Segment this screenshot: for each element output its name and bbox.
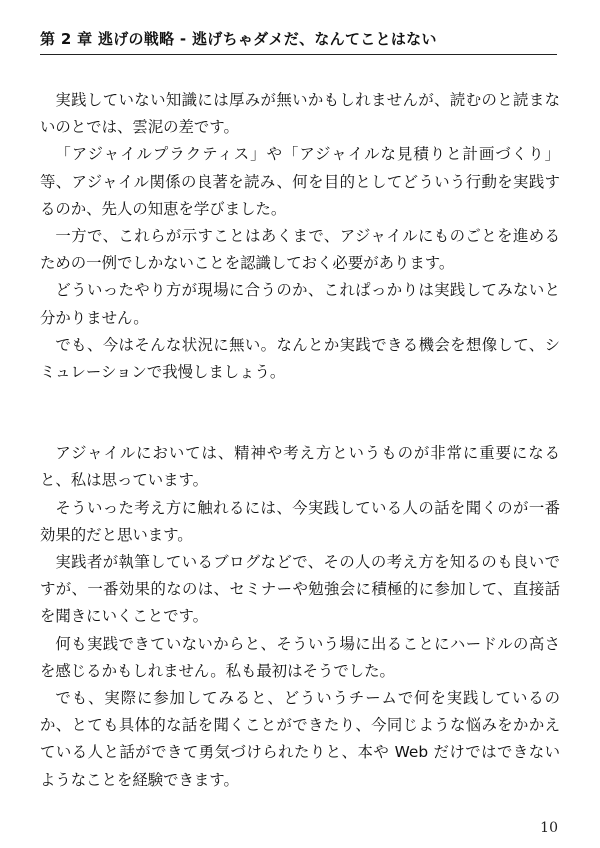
- paragraph: 実践者が執筆しているブログなどで、その人の考え方を知るのも良いですが、一番効果的なのは、セミナーや勉強会に積極的に参加して、直接話を聞きにいくことです。: [40, 553, 560, 626]
- paragraph: でも、実際に参加してみると、どういうチームで何を実践しているのか、とても具体的な話を聞くことができたり、今同じような悩みをかかえている人と話ができて勇気づけられたりと、本や Web だけではできないようなことを経験できます。: [40, 689, 560, 789]
- section-break: [40, 386, 560, 440]
- header-rule: [40, 54, 557, 55]
- paragraph: 何も実践できていないからと、そういう場に出ることにハードルの高さを感じるかもしれません。私も最初はそうでした。: [40, 634, 560, 680]
- paragraph: そういった考え方に触れるには、今実践している人の話を聞くのが一番効果的だと思います。: [40, 498, 560, 544]
- paragraph: でも、今はそんな状況に無い。なんとか実践できる機会を想像して、シミュレーションで我慢しましょう。: [40, 335, 560, 382]
- paragraph: どういったやり方が現場に合うのか、これぱっかりは実践してみないと分かりません。: [40, 281, 560, 327]
- paragraph: 実践していない知識には厚みが無いかもしれませんが、読むのと読まないのとでは、雲泥の差です。: [40, 91, 560, 137]
- chapter-header: 第 2 章 逃げの戦略 - 逃げちゃダメだ、なんてことはない: [40, 30, 437, 48]
- paragraph: 「アジャイルプラクティス」や「アジャイルな見積りと計画づくり」等、アジャイル関係の良著を読み、何を目的としてどういう行動を実践するのか、先人の知恵を学びました。: [40, 145, 560, 218]
- body-text: [40, 87, 560, 794]
- paragraph: 一方で、これらが示すことはあくまで、アジャイルにものごとを進めるための一例でしかないことを認識しておく必要があります。: [40, 227, 560, 273]
- page-number: 10: [540, 820, 558, 836]
- paragraph: アジャイルにおいては、精神や考え方というものが非常に重要になると、私は思っています。: [40, 444, 560, 490]
